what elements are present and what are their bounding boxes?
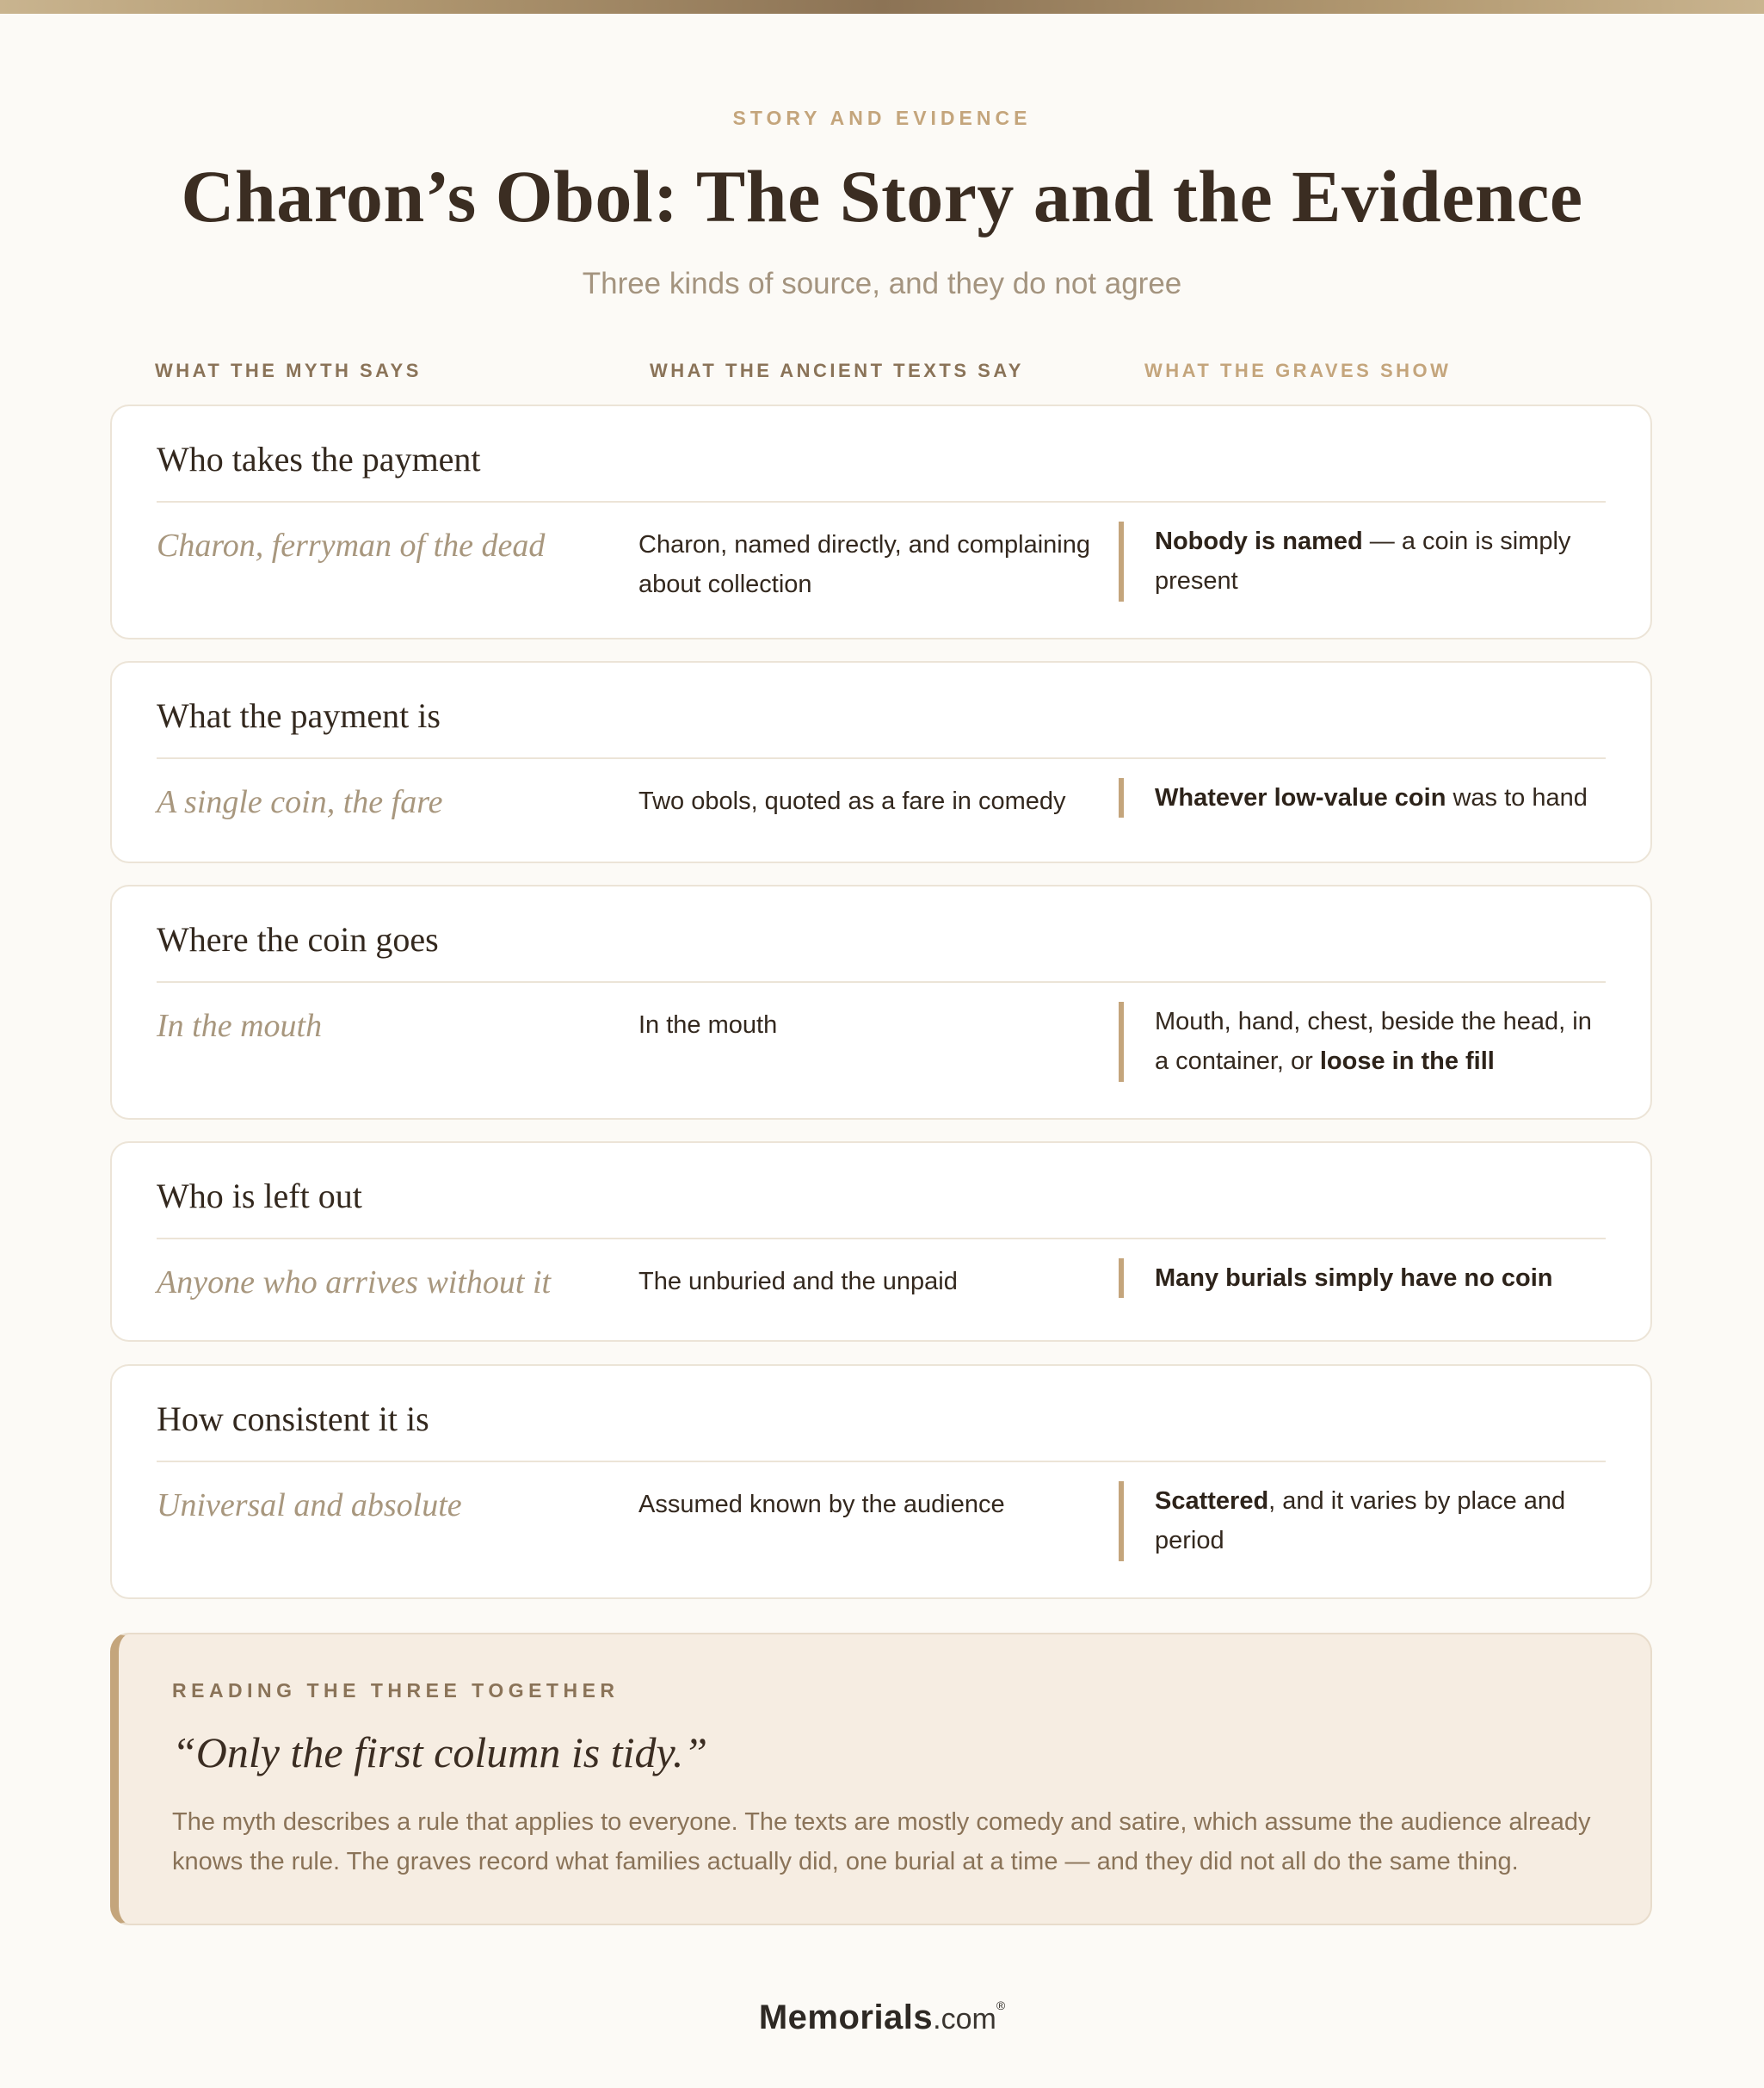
comparison-card bbox=[110, 405, 1652, 639]
card-divider bbox=[157, 981, 1606, 983]
card-divider bbox=[157, 1238, 1606, 1239]
graves-text-rest: — a coin is simply present bbox=[1155, 528, 1571, 596]
callout-body: The myth describes a rule that applies to everyone. The texts are mostly comedy and satire, which assume the audience already knows the rule. The graves record what families actually did, one burial at a time — and they did not all do the same thing. bbox=[172, 1808, 1591, 1876]
card-title: Where the coin goes bbox=[157, 920, 439, 959]
graves-cell bbox=[1119, 1258, 1601, 1298]
graves-text-lead: Mouth, hand, chest, beside the head, in a container, or bbox=[1155, 1008, 1592, 1076]
graves-text-rest: , and it varies by place and period bbox=[1155, 1487, 1566, 1555]
card-title: How consistent it is bbox=[157, 1399, 429, 1438]
myth-cell: In the mouth bbox=[157, 1008, 323, 1044]
comparison-card bbox=[110, 661, 1652, 863]
comparison-card bbox=[110, 1364, 1652, 1599]
myth-cell: A single coin, the fare bbox=[157, 784, 443, 820]
comparison-card bbox=[110, 1141, 1652, 1342]
summary-callout bbox=[110, 1633, 1652, 1925]
graves-emphasis: Nobody is named bbox=[1155, 528, 1363, 555]
graves-cell bbox=[1119, 522, 1601, 602]
texts-cell: In the mouth bbox=[638, 1011, 778, 1039]
page-subtitle: Three kinds of source, and they do not agree bbox=[582, 267, 1182, 300]
card-title: What the payment is bbox=[157, 696, 441, 735]
callout-heading: READING THE THREE TOGETHER bbox=[172, 1679, 620, 1702]
myth-cell: Universal and absolute bbox=[157, 1487, 462, 1523]
logo-registered-mark: ® bbox=[996, 1998, 1006, 2012]
card-divider bbox=[157, 757, 1606, 759]
graves-emphasis: loose in the fill bbox=[1319, 1047, 1495, 1076]
myth-cell: Charon, ferryman of the dead bbox=[157, 528, 546, 564]
texts-cell: Assumed known by the audience bbox=[638, 1491, 1005, 1518]
card-title: Who is left out bbox=[157, 1177, 362, 1215]
card-divider bbox=[157, 501, 1606, 503]
page-title: Charon’s Obol: The Story and the Evidence bbox=[181, 155, 1583, 238]
logo-tld: .com bbox=[933, 2003, 996, 2035]
callout-quote: “Only the first column is tidy.” bbox=[172, 1728, 708, 1776]
graves-cell bbox=[1119, 778, 1601, 818]
texts-cell: The unburied and the unpaid bbox=[638, 1268, 958, 1295]
graves-cell bbox=[1119, 1002, 1601, 1082]
card-divider bbox=[157, 1461, 1606, 1462]
eyebrow-label: STORY AND EVIDENCE bbox=[732, 107, 1032, 129]
top-accent-bar bbox=[0, 0, 1764, 14]
card-title: Who takes the payment bbox=[157, 440, 481, 479]
graves-emphasis: Whatever low-value coin bbox=[1155, 784, 1446, 812]
graves-emphasis: Many burials simply have no coin bbox=[1155, 1264, 1553, 1292]
graves-emphasis: Scattered bbox=[1155, 1487, 1269, 1515]
comparison-card bbox=[110, 885, 1652, 1120]
column-header-graves: WHAT THE GRAVES SHOW bbox=[1144, 360, 1452, 381]
column-header-myth: WHAT THE MYTH SAYS bbox=[155, 360, 422, 381]
graves-cell bbox=[1119, 1481, 1601, 1561]
memorials-logo[interactable] bbox=[0, 1998, 1764, 2037]
graves-text-rest: was to hand bbox=[1446, 784, 1588, 812]
column-header-texts: WHAT THE ANCIENT TEXTS SAY bbox=[650, 360, 1024, 381]
logo-brand: Memorials bbox=[758, 1998, 934, 2036]
texts-cell: Two obols, quoted as a fare in comedy bbox=[638, 788, 1066, 815]
texts-cell: Charon, named directly, and complaining about collection bbox=[638, 531, 1090, 599]
myth-cell: Anyone who arrives without it bbox=[157, 1264, 552, 1300]
